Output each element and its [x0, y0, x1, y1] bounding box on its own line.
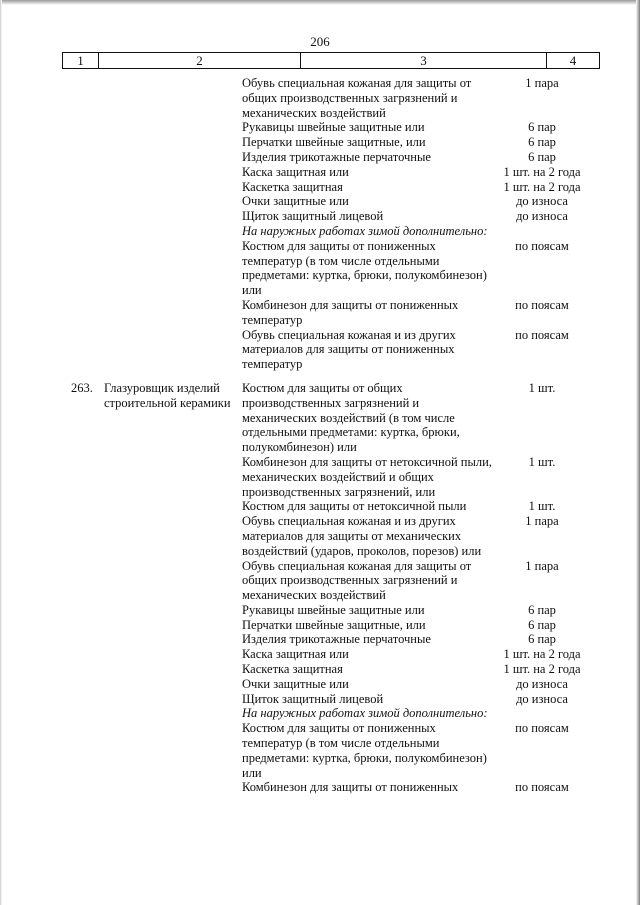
ppe-item: Костюм для защиты от пониженных температур (в том числе отдельными предметами: куртка, брюки, полукомбинезон) или [242, 238, 487, 298]
ppe-item: Комбинезон для защиты от нетоксичной пыли, механических воздействий и общих производственных загрязнений, или [242, 454, 492, 499]
ppe-item: Каска защитная или [242, 647, 349, 662]
page-number: 206 [310, 34, 330, 49]
table-row [0, 120, 640, 135]
issue-norm: 1 пара [525, 76, 559, 90]
table-row [0, 514, 640, 558]
issue-norm: до износа [516, 194, 568, 209]
issue-norm: 1 шт. [528, 499, 556, 514]
issue-norm: до износа [516, 209, 568, 224]
ppe-item: Обувь специальная кожаная и из других материалов для защиты от механических воздействий (ударов, проколов, порезов) или [242, 514, 482, 558]
table-row [0, 662, 640, 677]
ppe-item: Обувь специальная кожаная для защиты от общих производственных загрязнений и механических воздействий [242, 558, 472, 603]
table-row [0, 677, 640, 692]
table-body [0, 76, 640, 795]
scan-edge-top [0, 0, 640, 5]
issue-norm: по поясам [515, 238, 569, 253]
table-row [0, 455, 640, 499]
table-row [0, 76, 640, 120]
issue-norm: по поясам [515, 780, 569, 795]
section-note: На наружных работах зимой дополнительно: [242, 706, 488, 721]
issue-norm: 6 пар [528, 149, 556, 164]
table-row [0, 328, 640, 372]
table-row [0, 692, 640, 707]
ppe-item: Комбинезон для защиты от пониженных [242, 780, 459, 795]
header-col-4: 4 [546, 53, 599, 68]
ppe-item: Каскетка защитная [242, 662, 343, 677]
table-row [0, 499, 640, 514]
issue-norm: 1 шт. на 2 года [503, 647, 581, 662]
issue-norm: 6 пар [528, 602, 556, 617]
issue-norm: 1 шт. на 2 года [503, 164, 581, 179]
issue-norm: 1 пара [525, 514, 559, 529]
ppe-item: Костюм для защиты от общих производственных загрязнений и механических воздействий (в том числе отдельными предметами: куртка, брюки, полукомбинезон) или [242, 380, 460, 455]
header-col-3: 3 [300, 53, 546, 68]
ppe-item: Перчатки швейные защитные, или [242, 617, 426, 632]
header-col-1: 1 [77, 53, 84, 68]
table-row [0, 150, 640, 165]
table-row [0, 239, 640, 298]
ppe-item: Каскетка защитная [242, 179, 343, 194]
issue-norm: 6 пар [528, 632, 556, 647]
issue-norm: 1 шт. [528, 380, 556, 395]
ppe-item: Щиток защитный лицевой [242, 691, 384, 706]
issue-norm: 1 шт. на 2 года [503, 662, 581, 677]
issue-norm: по поясам [515, 721, 569, 736]
table-row [0, 135, 640, 150]
issue-norm: 1 шт. на 2 года [503, 179, 581, 194]
issue-norm: 6 пар [528, 120, 556, 135]
table-row [0, 559, 640, 603]
row-number: 263. [71, 380, 93, 395]
table-row [0, 603, 640, 618]
table-row [0, 180, 640, 195]
ppe-item: Перчатки швейные защитные, или [242, 135, 426, 150]
table-row [0, 618, 640, 633]
table-row [0, 209, 640, 224]
ppe-item: Комбинезон для защиты от пониженных температур [242, 297, 459, 327]
ppe-item: Каска защитная или [242, 164, 349, 179]
ppe-item: Обувь специальная кожаная и из других материалов для защиты от пониженных температур [242, 327, 456, 372]
table-row [0, 632, 640, 647]
ppe-item: Костюм для защиты от пониженных температур (в том числе отдельными предметами: куртка, брюки, полукомбинезон) или [242, 721, 487, 780]
table-row [0, 165, 640, 180]
table-row [0, 298, 640, 328]
issue-norm: по поясам [515, 327, 569, 342]
table-row [0, 780, 640, 795]
table-row [0, 381, 640, 455]
profession-name: Глазуровщик изделий строительной керамики [104, 380, 231, 410]
issue-norm: 6 пар [528, 617, 556, 632]
ppe-item: Рукавицы швейные защитные или [242, 602, 425, 617]
ppe-item: Костюм для защиты от нетоксичной пыли [242, 499, 467, 514]
table-row [0, 721, 640, 780]
ppe-item: Изделия трикотажные перчаточные [242, 632, 431, 647]
issue-norm: 6 пар [528, 135, 556, 150]
issue-norm: 1 шт. [528, 454, 556, 469]
ppe-item: Щиток защитный лицевой [242, 209, 384, 224]
ppe-item: Рукавицы швейные защитные или [242, 120, 425, 135]
table-row [0, 224, 640, 239]
ppe-item: Обувь специальная кожаная для защиты от общих производственных загрязнений и механических воздействий [242, 76, 472, 120]
ppe-item: Очки защитные или [242, 676, 349, 691]
table-row [0, 194, 640, 209]
table-row [0, 706, 640, 721]
issue-norm: до износа [516, 691, 568, 706]
table-row [0, 647, 640, 662]
ppe-item: Очки защитные или [242, 194, 349, 209]
section-note: На наружных работах зимой дополнительно: [242, 223, 488, 238]
issue-norm: 1 пара [525, 558, 559, 573]
issue-norm: до износа [516, 676, 568, 691]
header-col-2: 2 [98, 53, 300, 68]
table-header [62, 52, 600, 69]
issue-norm: по поясам [515, 297, 569, 312]
ppe-item: Изделия трикотажные перчаточные [242, 149, 431, 164]
